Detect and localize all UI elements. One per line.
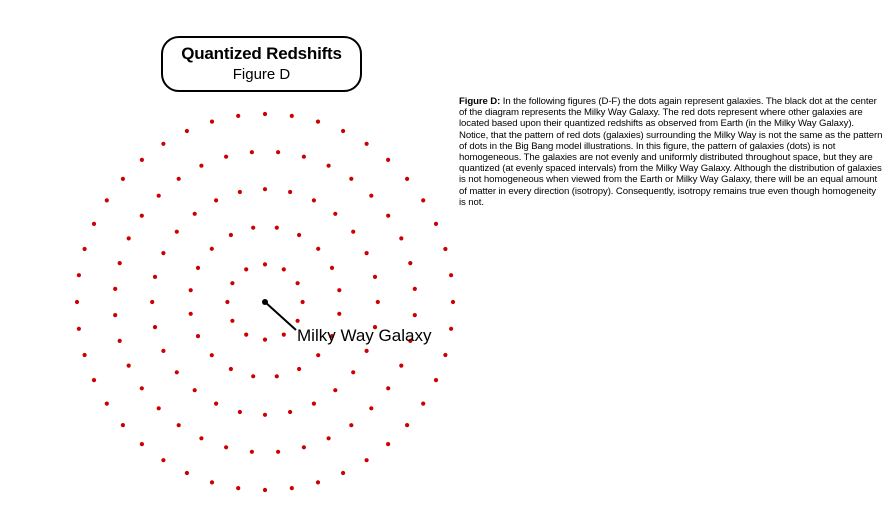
milky-way-label: Milky Way Galaxy — [297, 326, 432, 345]
galaxy-dot — [105, 402, 109, 406]
galaxy-dot — [185, 471, 189, 475]
galaxy-dot — [224, 155, 228, 159]
galaxy-dot — [210, 247, 214, 251]
galaxy-dot — [365, 349, 369, 353]
galaxy-dot — [449, 327, 453, 331]
galaxy-dot — [386, 386, 390, 390]
galaxy-dot — [105, 198, 109, 202]
galaxy-dot — [373, 275, 377, 279]
galaxy-dot — [351, 230, 355, 234]
galaxy-dot — [316, 120, 320, 124]
galaxy-dot — [405, 177, 409, 181]
galaxy-dot — [337, 312, 341, 316]
galaxy-dot — [386, 442, 390, 446]
galaxy-dot — [451, 300, 455, 304]
galaxy-dot — [150, 300, 154, 304]
galaxy-dot — [175, 370, 179, 374]
galaxy-dot — [333, 212, 337, 216]
galaxy-dot — [140, 158, 144, 162]
galaxy-dot — [140, 386, 144, 390]
galaxy-dot — [127, 364, 131, 368]
galaxy-dot — [214, 198, 218, 202]
galaxy-dot — [161, 142, 165, 146]
galaxy-dot — [263, 488, 267, 492]
galaxy-dot — [341, 471, 345, 475]
galaxy-dot — [196, 266, 200, 270]
galaxy-dot — [230, 281, 234, 285]
galaxy-dot — [193, 388, 197, 392]
galaxy-dot — [275, 226, 279, 230]
galaxy-dot — [302, 155, 306, 159]
galaxy-dot — [177, 177, 181, 181]
galaxy-dot — [341, 129, 345, 133]
caption-text: In the following figures (D-F) the dots again represent galaxies. The black dot at the center of the diagram represents the Milky Way Galaxy. The red dots represent where other galaxies are located based upon their quantized redshifts as observed from Earth (in the Milky Way Galaxy). Notice, that the pattern of red dots (galaxies) surrounding the Milky Way is not the same as the pattern of dots in the Big Bang model illustrations. In this figure, the pattern of galaxies (dots) is not homogeneous. The galaxies are not evenly and uniformly distributed throughout space, but they are quantized (at evenly spaced intervals) from the Milky Way Galaxy. Although the distribution of galaxies is not homogeneous when viewed from the Earth or Milky Way Galaxy, there will be an equal amount of matter in every direction (isotropy). Consequently, isotropy remains true even though homogeneity is not. — [459, 96, 883, 208]
galaxy-dot — [386, 214, 390, 218]
galaxy-dot — [421, 402, 425, 406]
galaxy-dot — [296, 281, 300, 285]
galaxy-dot — [214, 402, 218, 406]
galaxy-dot — [376, 300, 380, 304]
galaxy-dot — [210, 120, 214, 124]
galaxy-dot — [153, 325, 157, 329]
galaxy-dot — [413, 313, 417, 317]
galaxy-dot — [443, 247, 447, 251]
galaxy-dot — [312, 402, 316, 406]
galaxy-dot — [276, 150, 280, 154]
galaxy-dot — [365, 458, 369, 462]
galaxy-dot — [77, 273, 81, 277]
galaxy-dot — [118, 339, 122, 343]
galaxy-dot — [83, 247, 87, 251]
galaxy-dot — [399, 364, 403, 368]
galaxy-dot — [77, 327, 81, 331]
galaxy-dot — [421, 198, 425, 202]
galaxy-dot — [288, 410, 292, 414]
galaxy-dot — [327, 436, 331, 440]
galaxy-dot — [399, 236, 403, 240]
galaxy-dot — [250, 150, 254, 154]
galaxy-dot — [189, 312, 193, 316]
galaxy-dot — [161, 458, 165, 462]
galaxy-dot — [408, 261, 412, 265]
galaxy-dot — [297, 367, 301, 371]
galaxy-dot — [244, 333, 248, 337]
galaxy-dot — [296, 319, 300, 323]
galaxy-dot — [413, 287, 417, 291]
galaxy-dot — [161, 349, 165, 353]
galaxy-dot — [316, 247, 320, 251]
galaxy-dot — [290, 486, 294, 490]
figure-subtitle: Figure D — [232, 66, 291, 83]
galaxy-dot — [351, 370, 355, 374]
galaxy-dot — [434, 378, 438, 382]
galaxy-dot — [113, 313, 117, 317]
galaxy-dot — [443, 353, 447, 357]
galaxy-dot — [263, 413, 267, 417]
galaxy-dot — [121, 423, 125, 427]
galaxy-dot — [210, 353, 214, 357]
galaxy-dot — [92, 378, 96, 382]
galaxy-dot — [153, 275, 157, 279]
galaxy-dot — [75, 300, 79, 304]
galaxy-dot — [434, 222, 438, 226]
galaxy-dot — [177, 423, 181, 427]
galaxy-dot — [193, 212, 197, 216]
galaxy-dot — [157, 406, 161, 410]
galaxy-dot — [199, 164, 203, 168]
galaxy-dot — [121, 177, 125, 181]
galaxy-dot — [83, 353, 87, 357]
galaxy-dot — [244, 267, 248, 271]
galaxy-dot — [175, 230, 179, 234]
galaxy-dot — [302, 445, 306, 449]
galaxy-dot — [229, 233, 233, 237]
galaxy-dot — [251, 226, 255, 230]
galaxy-dot — [224, 445, 228, 449]
galaxy-dot — [275, 374, 279, 378]
galaxy-dot — [229, 367, 233, 371]
galaxy-dot — [157, 194, 161, 198]
galaxy-dot — [161, 251, 165, 255]
figure-title: Quantized Redshifts — [181, 44, 342, 63]
galaxy-dot — [405, 423, 409, 427]
galaxy-dot — [288, 190, 292, 194]
galaxy-dot — [251, 374, 255, 378]
galaxy-dot — [276, 450, 280, 454]
galaxy-dot — [330, 266, 334, 270]
galaxy-dot — [369, 406, 373, 410]
galaxy-dot — [236, 114, 240, 118]
galaxy-dot — [369, 194, 373, 198]
figure-caption — [459, 96, 884, 208]
galaxy-dot — [349, 177, 353, 181]
galaxy-dot — [263, 112, 267, 116]
galaxy-dot — [327, 164, 331, 168]
milky-way-pointer-line — [265, 302, 296, 330]
galaxy-dot — [113, 287, 117, 291]
galaxy-dot — [301, 300, 305, 304]
galaxy-dot — [185, 129, 189, 133]
galaxy-dot — [316, 353, 320, 357]
galaxy-dot — [127, 236, 131, 240]
galaxy-dot — [92, 222, 96, 226]
galaxy-dot — [312, 198, 316, 202]
galaxy-dot — [290, 114, 294, 118]
galaxy-dot — [210, 480, 214, 484]
galaxy-dot — [386, 158, 390, 162]
galaxy-dot — [238, 190, 242, 194]
galaxy-dot — [263, 262, 267, 266]
galaxy-dot — [365, 251, 369, 255]
caption-label: Figure D: — [459, 96, 501, 107]
galaxy-dot — [297, 233, 301, 237]
galaxy-dot — [140, 442, 144, 446]
galaxy-dot — [225, 300, 229, 304]
galaxy-dot — [263, 338, 267, 342]
milky-way-dot — [262, 299, 268, 305]
galaxy-dot — [337, 288, 341, 292]
galaxy-dot — [333, 388, 337, 392]
galaxy-dot — [282, 333, 286, 337]
galaxy-dot — [349, 423, 353, 427]
galaxy-dot — [263, 187, 267, 191]
galaxy-dot — [449, 273, 453, 277]
galaxy-dot — [118, 261, 122, 265]
galaxy-dot — [199, 436, 203, 440]
galaxy-dot — [230, 319, 234, 323]
galaxy-dot — [140, 214, 144, 218]
galaxy-dot — [189, 288, 193, 292]
galaxy-dot — [250, 450, 254, 454]
galaxy-dot — [238, 410, 242, 414]
galaxy-dot — [236, 486, 240, 490]
galaxy-dot — [316, 480, 320, 484]
galaxy-dot — [282, 267, 286, 271]
galaxy-dot — [365, 142, 369, 146]
galaxy-dot — [196, 334, 200, 338]
figure-title-box — [161, 36, 362, 92]
